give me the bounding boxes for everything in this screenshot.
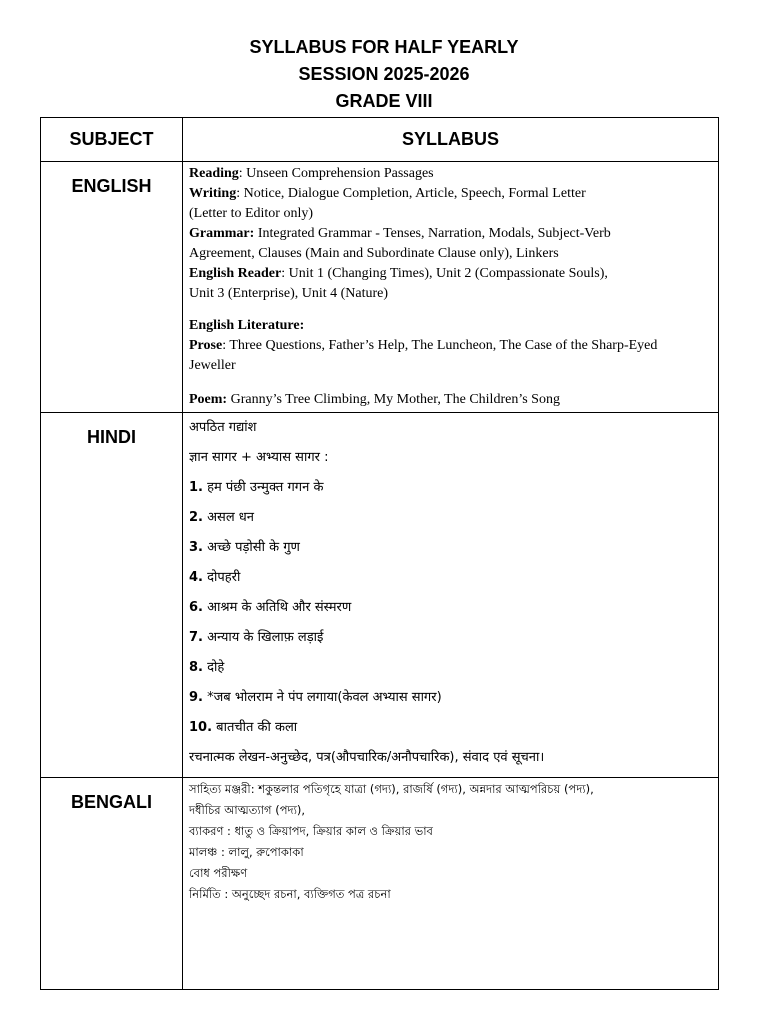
item-text: बातचीत की कला [212, 720, 298, 735]
subject-bengali: BENGALI [41, 778, 183, 990]
header-session: SESSION 2025-2026 [298, 64, 470, 84]
item-number: 1. [189, 480, 203, 495]
subject-hindi: HINDI [41, 413, 183, 778]
writing-label: Writing [189, 186, 237, 201]
reader-text: : Unit 1 (Changing Times), Unit 2 (Compassionate Souls), [281, 266, 608, 281]
english-grammar [189, 224, 712, 244]
item-number: 8. [189, 660, 203, 675]
item-text: आश्रम के अतिथि और संस्मरण [202, 600, 352, 615]
item-text: हम पंछी उन्मुक्त गगन के [202, 480, 324, 495]
item-text: दोहे [202, 660, 225, 675]
bengali-line-5: বোধ পরীক্ষণ [189, 866, 248, 880]
english-reading [189, 164, 712, 184]
item-text: अच्छे पड़ोसी के गुण [202, 540, 300, 555]
table-row-bengali [41, 778, 719, 990]
list-item [189, 595, 712, 625]
item-number: 10. [189, 720, 213, 735]
item-text: असल धन [202, 510, 254, 525]
item-number: 9. [189, 690, 203, 705]
list-item [189, 685, 712, 715]
list-item [189, 505, 712, 535]
list-item [189, 655, 712, 685]
item-number: 7. [189, 630, 203, 645]
english-writing-2: (Letter to Editor only) [189, 206, 314, 221]
header-grade: GRADE VIII [335, 91, 433, 111]
syllabus-bengali [183, 778, 719, 990]
bengali-line-1: সাহিত্য মঞ্জরী: শকুন্তলার পতিগৃহে যাত্রা (গদ্য), রাজর্ষি (গদ্য), অন্নদার আত্মপরিচয় (পদ্য), [189, 782, 594, 796]
prose-text: : Three Questions, Father’s Help, The Luncheon, The Case of the Sharp-Eyed [222, 338, 658, 353]
column-header-subject: SUBJECT [41, 118, 183, 162]
item-number: 3. [189, 540, 203, 555]
item-text: अन्याय के खिलाफ़ लड़ाई [202, 630, 324, 645]
item-number: 2. [189, 510, 203, 525]
grammar-label: Grammar: [189, 226, 255, 241]
hindi-intro-1: अपठित गद्यांश [189, 420, 257, 435]
bengali-line-3: ব্যাকরণ : ধাতু ও ক্রিয়াপদ, ক্রিয়ার কাল ও ক্রিয়ার ভাব [189, 824, 433, 838]
list-item [189, 475, 712, 505]
document-header [0, 34, 768, 115]
literature-label: English Literature: [189, 318, 305, 333]
bengali-line-4: মালঞ্চ : লালু, রুপোকাকা [189, 845, 304, 859]
english-literature [189, 316, 712, 336]
prose-label: Prose [189, 338, 223, 353]
english-prose-2: Jeweller [189, 358, 236, 373]
english-prose [189, 336, 712, 356]
bengali-line-6: নির্মিতি : অনুচ্ছেদ রচনা, ব্যক্তিগত পত্র রচনা [189, 887, 391, 901]
bengali-line-2: দধীচির আত্মত্যাগ (পদ্য), [189, 803, 306, 817]
list-item [189, 715, 712, 745]
syllabus-hindi [183, 413, 719, 778]
header-title: SYLLABUS FOR HALF YEARLY [249, 37, 519, 57]
item-number: 4. [189, 570, 203, 585]
list-item [189, 535, 712, 565]
reader-label: English Reader [189, 266, 282, 281]
table-row-english [41, 162, 719, 413]
english-grammar-2: Agreement, Clauses (Main and Subordinate Clause only), Linkers [189, 246, 559, 261]
syllabus-table [40, 117, 719, 990]
english-reader [189, 264, 712, 284]
english-poem [189, 390, 712, 410]
item-number: 6. [189, 600, 203, 615]
item-text: दोपहरी [202, 570, 241, 585]
subject-english: ENGLISH [41, 162, 183, 413]
table-header-row [41, 118, 719, 162]
hindi-footer: रचनात्मक लेखन-अनुच्छेद, पत्र(औपचारिक/अनौपचारिक), संवाद एवं सूचना। [189, 750, 545, 765]
reading-text: : Unseen Comprehension Passages [238, 166, 434, 181]
column-header-syllabus: SYLLABUS [183, 118, 719, 162]
list-item [189, 565, 712, 595]
english-reader-2: Unit 3 (Enterprise), Unit 4 (Nature) [189, 286, 389, 301]
reading-label: Reading [189, 166, 239, 181]
item-text: *जब भोलराम ने पंप लगाया(केवल अभ्यास सागर) [202, 690, 442, 705]
syllabus-english [183, 162, 719, 413]
poem-label: Poem: [189, 392, 228, 407]
poem-text: Granny’s Tree Climbing, My Mother, The Children’s Song [227, 392, 560, 407]
writing-text: : Notice, Dialogue Completion, Article, Speech, Formal Letter [236, 186, 586, 201]
table-row-hindi [41, 413, 719, 778]
list-item [189, 625, 712, 655]
hindi-intro-2: ज्ञान सागर + अभ्यास सागर : [189, 450, 329, 465]
english-writing [189, 184, 712, 204]
grammar-text: Integrated Grammar - Tenses, Narration, Modals, Subject-Verb [254, 226, 611, 241]
